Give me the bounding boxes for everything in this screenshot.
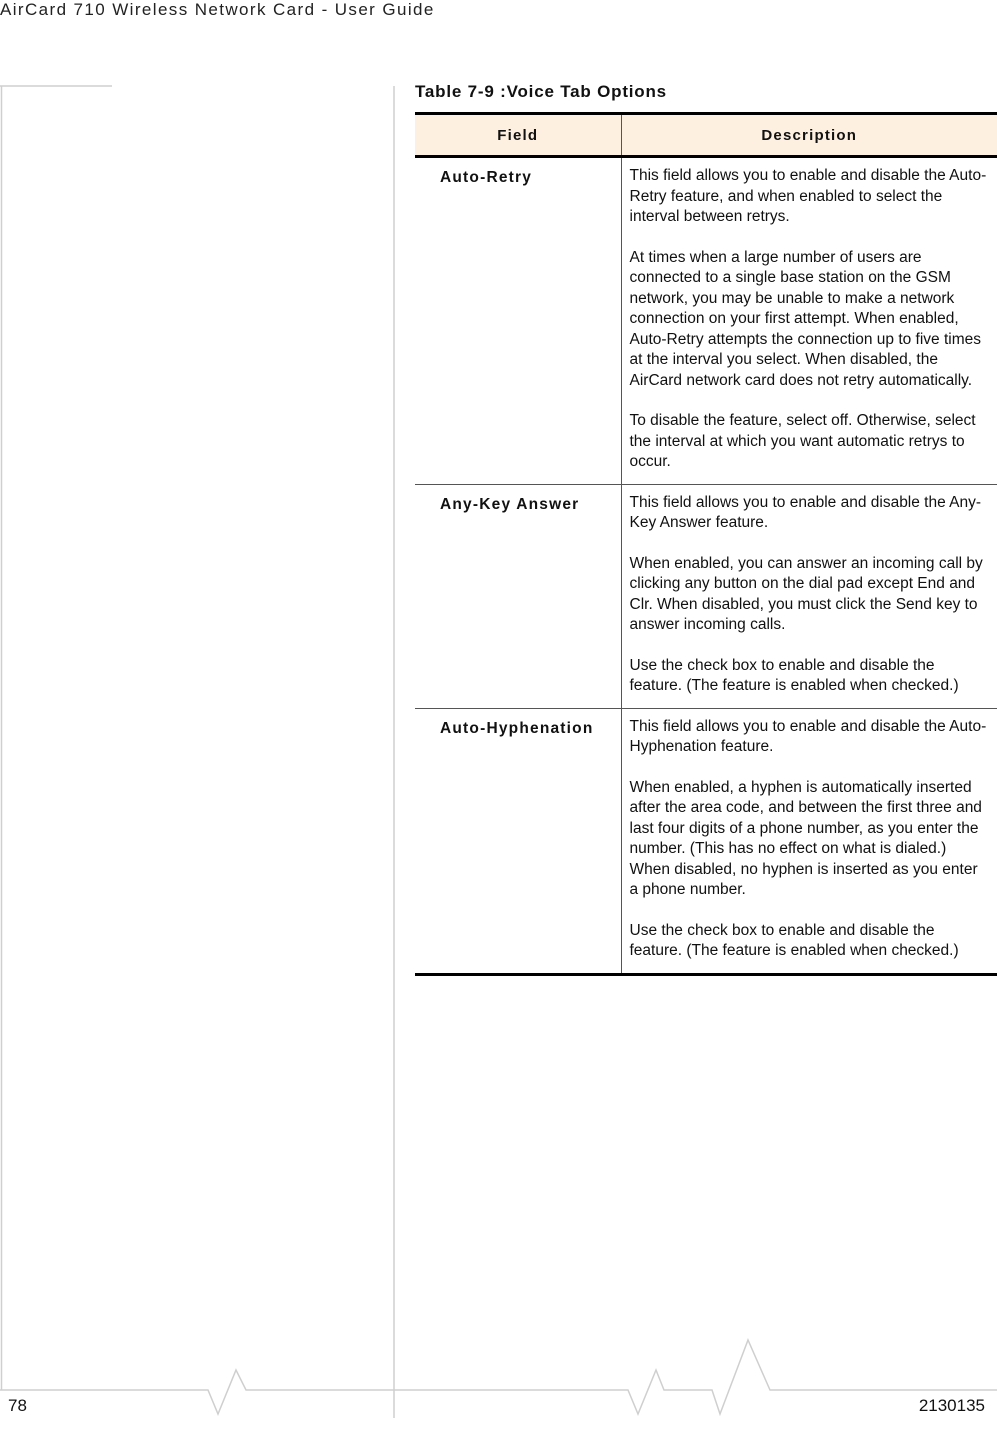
description-paragraph: Use the check box to enable and disable the feature. (The feature is enabled when checked.) [629, 656, 959, 694]
table-row [415, 484, 997, 708]
signal-wave-footer-line [0, 1340, 997, 1414]
description-paragraph: This field allows you to enable and disable the Auto-Retry feature, and when enabled to select the interval between retrys. [629, 167, 987, 225]
description-paragraph: When enabled, a hyphen is automatically inserted after the area code, and between the first three and last four digits of a phone number, as you enter the number. (This has no effect on what is dialed.) When disabled, no hyphen is inserted as you enter a phone number. [629, 778, 982, 898]
description-cell [621, 708, 997, 974]
description-paragraph: When enabled, you can answer an incoming call by clicking any button on the dial pad except End and Clr. When disabled, you must click the Send key to answer incoming calls. [629, 554, 983, 633]
description-paragraph: This field allows you to enable and disable the Auto-Hyphenation feature. [629, 717, 987, 755]
document-number: 2130135 [918, 1396, 985, 1415]
description-cell [621, 157, 997, 485]
page-number: 78 [8, 1396, 27, 1415]
description-paragraph: To disable the feature, select off. Otherwise, select the interval at which you want automatic retrys to occur. [629, 412, 976, 470]
column-header-description: Description [621, 114, 997, 157]
field-name-auto-retry: Auto-Retry [415, 157, 621, 485]
field-name-auto-hyphenation: Auto-Hyphenation [415, 708, 621, 974]
voice-tab-options-table [415, 112, 997, 976]
table-row [415, 708, 997, 974]
description-paragraph: Use the check box to enable and disable the feature. (The feature is enabled when checked.) [629, 921, 959, 959]
table-header-row [415, 114, 997, 157]
table-row [415, 157, 997, 485]
running-header: AirCard 710 Wireless Network Card - User Guide [0, 0, 435, 19]
description-paragraph: At times when a large number of users are connected to a single base station on the GSM network, you may be unable to make a network connection on your first attempt. When enabled, Auto-Retry attempts the connection up to five times at the interval you select. When disabled, the AirCard network card does not retry automatically. [629, 248, 982, 389]
table-caption: Table 7-9 :Voice Tab Options [415, 82, 667, 101]
column-header-field: Field [415, 114, 621, 157]
field-name-any-key-answer: Any-Key Answer [415, 484, 621, 708]
description-paragraph: This field allows you to enable and disable the Any-Key Answer feature. [629, 493, 982, 531]
description-cell [621, 484, 997, 708]
